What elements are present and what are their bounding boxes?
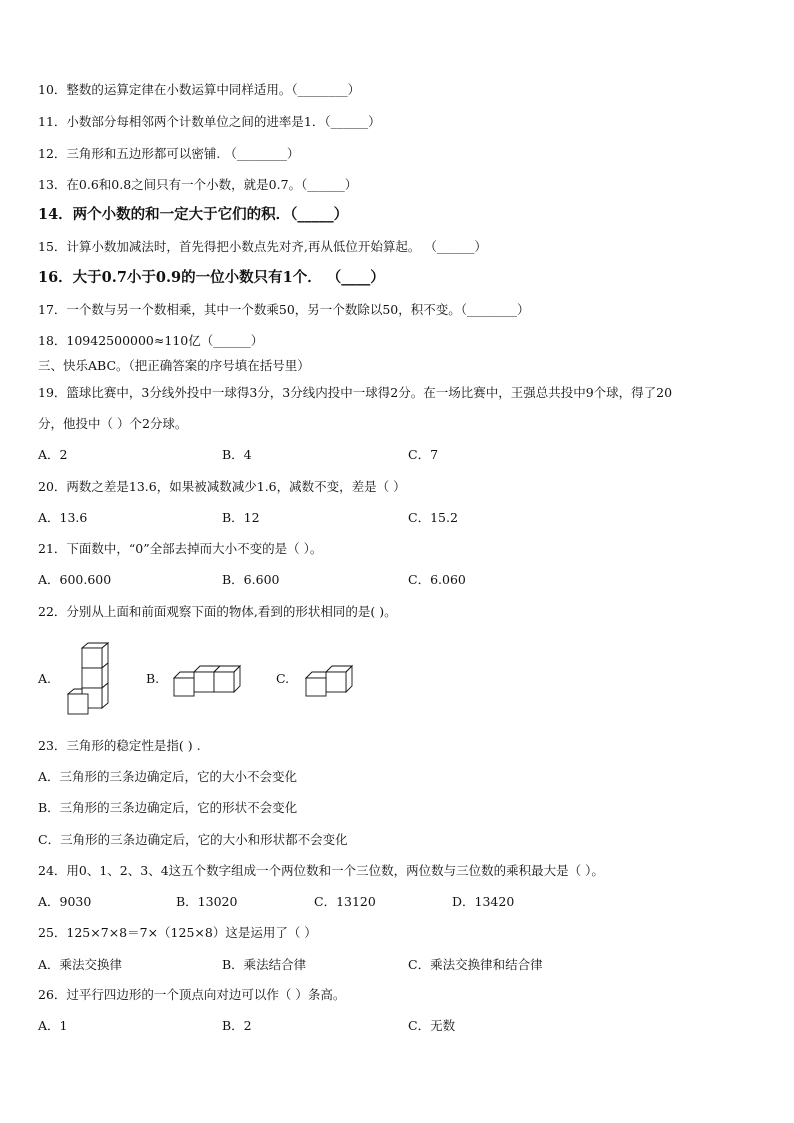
section-heading: 三、快乐ABC。（把正确答案的序号填在括号里） <box>38 358 310 373</box>
q23-option-c: C．三角形的三条边确定后，它的大小和形状都不会变化 <box>38 832 348 847</box>
q19-option-a: A．2 <box>38 447 68 462</box>
q24-option-c: C．13120 <box>314 894 376 909</box>
question-12: 12．三角形和五边形都可以密铺. （________） <box>38 146 300 161</box>
question-24-stem: 24．用0、1、2、3、4这五个数字组成一个两位数和一个三位数，两位数与三位数的乘积最大是（ ）。 <box>38 863 604 878</box>
q26-option-c: C．无数 <box>408 1018 456 1033</box>
question-17: 17．一个数与另一个数相乘，其中一个数乘50，另一个数除以50，积不变。（________） <box>38 302 530 317</box>
question-22-stem: 22．分别从上面和前面观察下面的物体,看到的形状相同的是( )。 <box>38 604 397 619</box>
q22-label-a: A. <box>38 671 52 686</box>
question-25-stem: 25．125×7×8＝7×（125×8）这是运用了（ ） <box>38 925 317 940</box>
q20-option-b: B．12 <box>222 510 260 525</box>
q19-option-b: B．4 <box>222 447 252 462</box>
question-14: 14．两个小数的和一定大于它们的积．（_____） <box>38 206 349 223</box>
question-21-stem: 21．下面数中，“0”全部去掉而大小不变的是（ ）。 <box>38 541 323 556</box>
q26-option-a: A．1 <box>38 1018 68 1033</box>
q21-option-b: B．6.600 <box>222 572 280 587</box>
q25-option-c: C．乘法交换律和结合律 <box>408 957 543 972</box>
q24-option-b: B．13020 <box>176 894 238 909</box>
question-13: 13．在0.6和0.8之间只有一个小数，就是0.7。（______） <box>38 177 358 192</box>
question-23-stem: 23．三角形的稳定性是指( ) . <box>38 738 201 753</box>
q23-option-b: B．三角形的三条边确定后，它的形状不会变化 <box>38 800 298 815</box>
question-18: 18．10942500000≈110亿（______） <box>38 333 264 348</box>
question-19-stem: 19．篮球比赛中，3分线外投中一球得3分，3分线内投中一球得2分。在一场比赛中，王强总共投中9个球，得了20 <box>38 385 673 400</box>
q21-option-a: A．600.600 <box>38 572 112 587</box>
cube-figure-c <box>304 664 358 698</box>
question-16: 16．大于0.7小于0.9的一位小数只有1个． （____） <box>38 269 385 286</box>
q24-option-d: D．13420 <box>452 894 515 909</box>
q23-option-a: A．三角形的三条边确定后，它的大小不会变化 <box>38 769 298 784</box>
q22-label-b: B. <box>146 671 160 686</box>
question-10: 10．整数的运算定律在小数运算中同样适用。（________） <box>38 82 361 97</box>
question-26-stem: 26．过平行四边形的一个顶点向对边可以作（ ）条高。 <box>38 987 346 1002</box>
question-20-stem: 20．两数之差是13.6，如果被减数减少1.6，减数不变，差是（ ） <box>38 479 406 494</box>
q22-label-c: C. <box>276 671 290 686</box>
q25-option-b: B．乘法结合律 <box>222 957 307 972</box>
question-11: 11．小数部分每相邻两个计数单位之间的进率是1．（______） <box>38 114 381 129</box>
cube-figure-a <box>66 642 114 720</box>
question-19-stem-cont: 分，他投中（ ）个2分球。 <box>38 416 188 431</box>
q24-option-a: A．9030 <box>38 894 92 909</box>
q25-option-a: A．乘法交换律 <box>38 957 123 972</box>
q20-option-c: C．15.2 <box>408 510 458 525</box>
q20-option-a: A．13.6 <box>38 510 88 525</box>
question-15: 15．计算小数加减法时，首先得把小数点先对齐,再从低位开始算起。 （______） <box>38 239 487 254</box>
cube-figure-b <box>172 664 246 698</box>
q19-option-c: C．7 <box>408 447 439 462</box>
q21-option-c: C．6.060 <box>408 572 466 587</box>
q26-option-b: B．2 <box>222 1018 252 1033</box>
